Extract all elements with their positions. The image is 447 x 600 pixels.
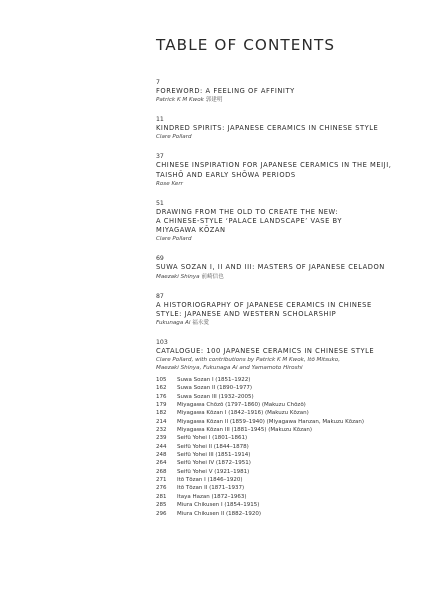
catalogue-item-name: Miyagawa Chōzō (1797–1860) (Makuzu Chōzō) (177, 402, 306, 409)
entry-author: Rose Kerr (156, 180, 183, 187)
catalogue-item-name: Seifū Yohei IV (1872–1951) (177, 460, 251, 467)
entry-title: SUWA SOZAN I, II AND III: MASTERS OF JAPANESE CELADON (156, 263, 385, 272)
catalogue-item-name: Itō Tōzan II (1871–1937) (177, 485, 245, 492)
catalogue-page-number: 268 (156, 468, 167, 475)
catalogue-page-number: 271 (156, 477, 167, 484)
author-name: Patrick K M Kwok (156, 97, 204, 104)
catalogue-item-name: Seifū Yohei I (1801–1861) (177, 435, 248, 442)
entry-author (156, 96, 426, 104)
catalogue-page-number: 162 (156, 385, 167, 392)
list-item[interactable] (156, 384, 436, 392)
catalogue-page-number: 248 (156, 452, 167, 459)
list-item[interactable] (156, 459, 436, 467)
list-item[interactable] (156, 468, 436, 476)
entry-page-number: 37 (156, 153, 164, 161)
entry-title: CHINESE INSPIRATION FOR JAPANESE CERAMICS IN THE MEIJI, (156, 161, 392, 170)
catalogue-page-number: 176 (156, 393, 167, 400)
list-item[interactable] (156, 501, 436, 509)
catalogue-list (156, 376, 436, 518)
catalogue-page-number: 182 (156, 410, 167, 417)
catalogue-page-number: 276 (156, 485, 167, 492)
catalogue-item-name: Seifū Yohei II (1844–1878) (177, 443, 249, 450)
entry-author (156, 273, 426, 281)
toc-entry[interactable] (156, 255, 426, 280)
catalogue-page-number: 244 (156, 443, 167, 450)
list-item[interactable] (156, 510, 436, 518)
entry-author: Clare Pollard, with contributions by Patrick K M Kwok, Itō Mitsuko, (156, 357, 340, 364)
catalogue-page-number: 296 (156, 510, 167, 517)
catalogue-page-number: 214 (156, 418, 167, 425)
entry-title: A HISTORIOGRAPHY OF JAPANESE CERAMICS IN CHINESE (156, 300, 372, 309)
catalogue-page-number: 264 (156, 460, 167, 467)
list-item[interactable] (156, 376, 436, 384)
page-title: TABLE OF CONTENTS (156, 36, 336, 54)
toc-entries (156, 79, 426, 384)
entry-title: STYLE: JAPANESE AND WESTERN SCHOLARSHIP (156, 309, 337, 318)
entry-title: MIYAGAWA KŌZAN (156, 226, 226, 235)
entry-page-number: 11 (156, 116, 164, 124)
entry-page-number: 103 (156, 339, 168, 347)
toc-entry[interactable] (156, 200, 426, 244)
catalogue-item-name: Miyagawa Kōzan II (1859–1940) (Miyagawa Hanzan, Makuzu Kōzan) (177, 418, 364, 425)
catalogue-item-name: Miyagawa Kōzan I (1842–1916) (Makuzu Kōzan) (177, 410, 309, 417)
catalogue-item-name: Suwa Sozan II (1890–1977) (177, 385, 252, 392)
entry-page-number: 51 (156, 199, 164, 207)
list-item[interactable] (156, 418, 436, 426)
entry-page-number: 87 (156, 292, 164, 300)
catalogue-page-number: 179 (156, 402, 167, 409)
author-name-native: 福永愛 (192, 320, 210, 327)
list-item[interactable] (156, 493, 436, 501)
entry-page-number: 7 (156, 79, 160, 86)
entry-author: Clare Pollard (156, 134, 192, 141)
list-item[interactable] (156, 451, 436, 459)
list-item[interactable] (156, 443, 436, 451)
entry-author: Clare Pollard (156, 236, 192, 243)
catalogue-item-name: Suwa Sozan III (1932–2005) (177, 393, 254, 400)
catalogue-page-number: 232 (156, 427, 167, 434)
catalogue-item-name: Itaya Hazan (1872–1963) (177, 493, 247, 500)
catalogue-item-name: Miura Chikusen II (1882–1920) (177, 510, 262, 517)
toc-entry[interactable] (156, 79, 426, 104)
list-item[interactable] (156, 434, 436, 442)
list-item[interactable] (156, 476, 436, 484)
catalogue-item-name: Miura Chikusen I (1854–1915) (177, 502, 260, 509)
catalogue-item-name: Itō Tōzan I (1846–1920) (177, 477, 243, 484)
catalogue-page-number: 239 (156, 435, 167, 442)
entry-title: DRAWING FROM THE OLD TO CREATE THE NEW: (156, 207, 339, 216)
entry-page-number: 69 (156, 255, 164, 263)
author-name: Maezaki Shinya (156, 273, 200, 280)
entry-title: FOREWORD: A FEELING OF AFFINITY (156, 87, 295, 95)
catalogue-item-name: Miyagawa Kōzan III (1881–1945) (Makuzu Kōzan) (177, 427, 312, 434)
entry-title: KINDRED SPIRITS: JAPANESE CERAMICS IN CHINESE STYLE (156, 124, 379, 133)
toc-entry[interactable] (156, 153, 426, 187)
author-name-native: 前崎信也 (201, 273, 224, 280)
catalogue-item-name: Suwa Sozan I (1851–1922) (177, 377, 251, 383)
entry-author (156, 319, 426, 327)
entry-title: CATALOGUE: 100 JAPANESE CERAMICS IN CHINESE STYLE (156, 347, 375, 356)
catalogue-page-number: 105 (156, 377, 167, 383)
entry-author: Maezaki Shinya, Fukunaga Ai and Yamamoto Hiroshi (156, 365, 303, 372)
catalogue-page-number: 281 (156, 493, 167, 500)
toc-entry[interactable] (156, 339, 426, 372)
catalogue-page-number: 285 (156, 502, 167, 509)
toc-entry[interactable] (156, 293, 426, 327)
list-item[interactable] (156, 401, 436, 409)
toc-entry[interactable] (156, 116, 426, 141)
author-name: Fukunaga Ai (156, 320, 191, 327)
entry-title: TAISHŌ AND EARLY SHŌWA PERIODS (156, 170, 296, 179)
catalogue-item-name: Seifū Yohei V (1921–1981) (177, 468, 250, 475)
list-item[interactable] (156, 393, 436, 401)
catalogue-item-name: Seifū Yohei III (1851–1914) (177, 452, 251, 459)
list-item[interactable] (156, 409, 436, 417)
list-item[interactable] (156, 484, 436, 492)
author-name-native: 郭建明 (205, 97, 223, 104)
entry-title: A CHINESE-STYLE ‘PALACE LANDSCAPE’ VASE BY (156, 217, 342, 226)
list-item[interactable] (156, 426, 436, 434)
